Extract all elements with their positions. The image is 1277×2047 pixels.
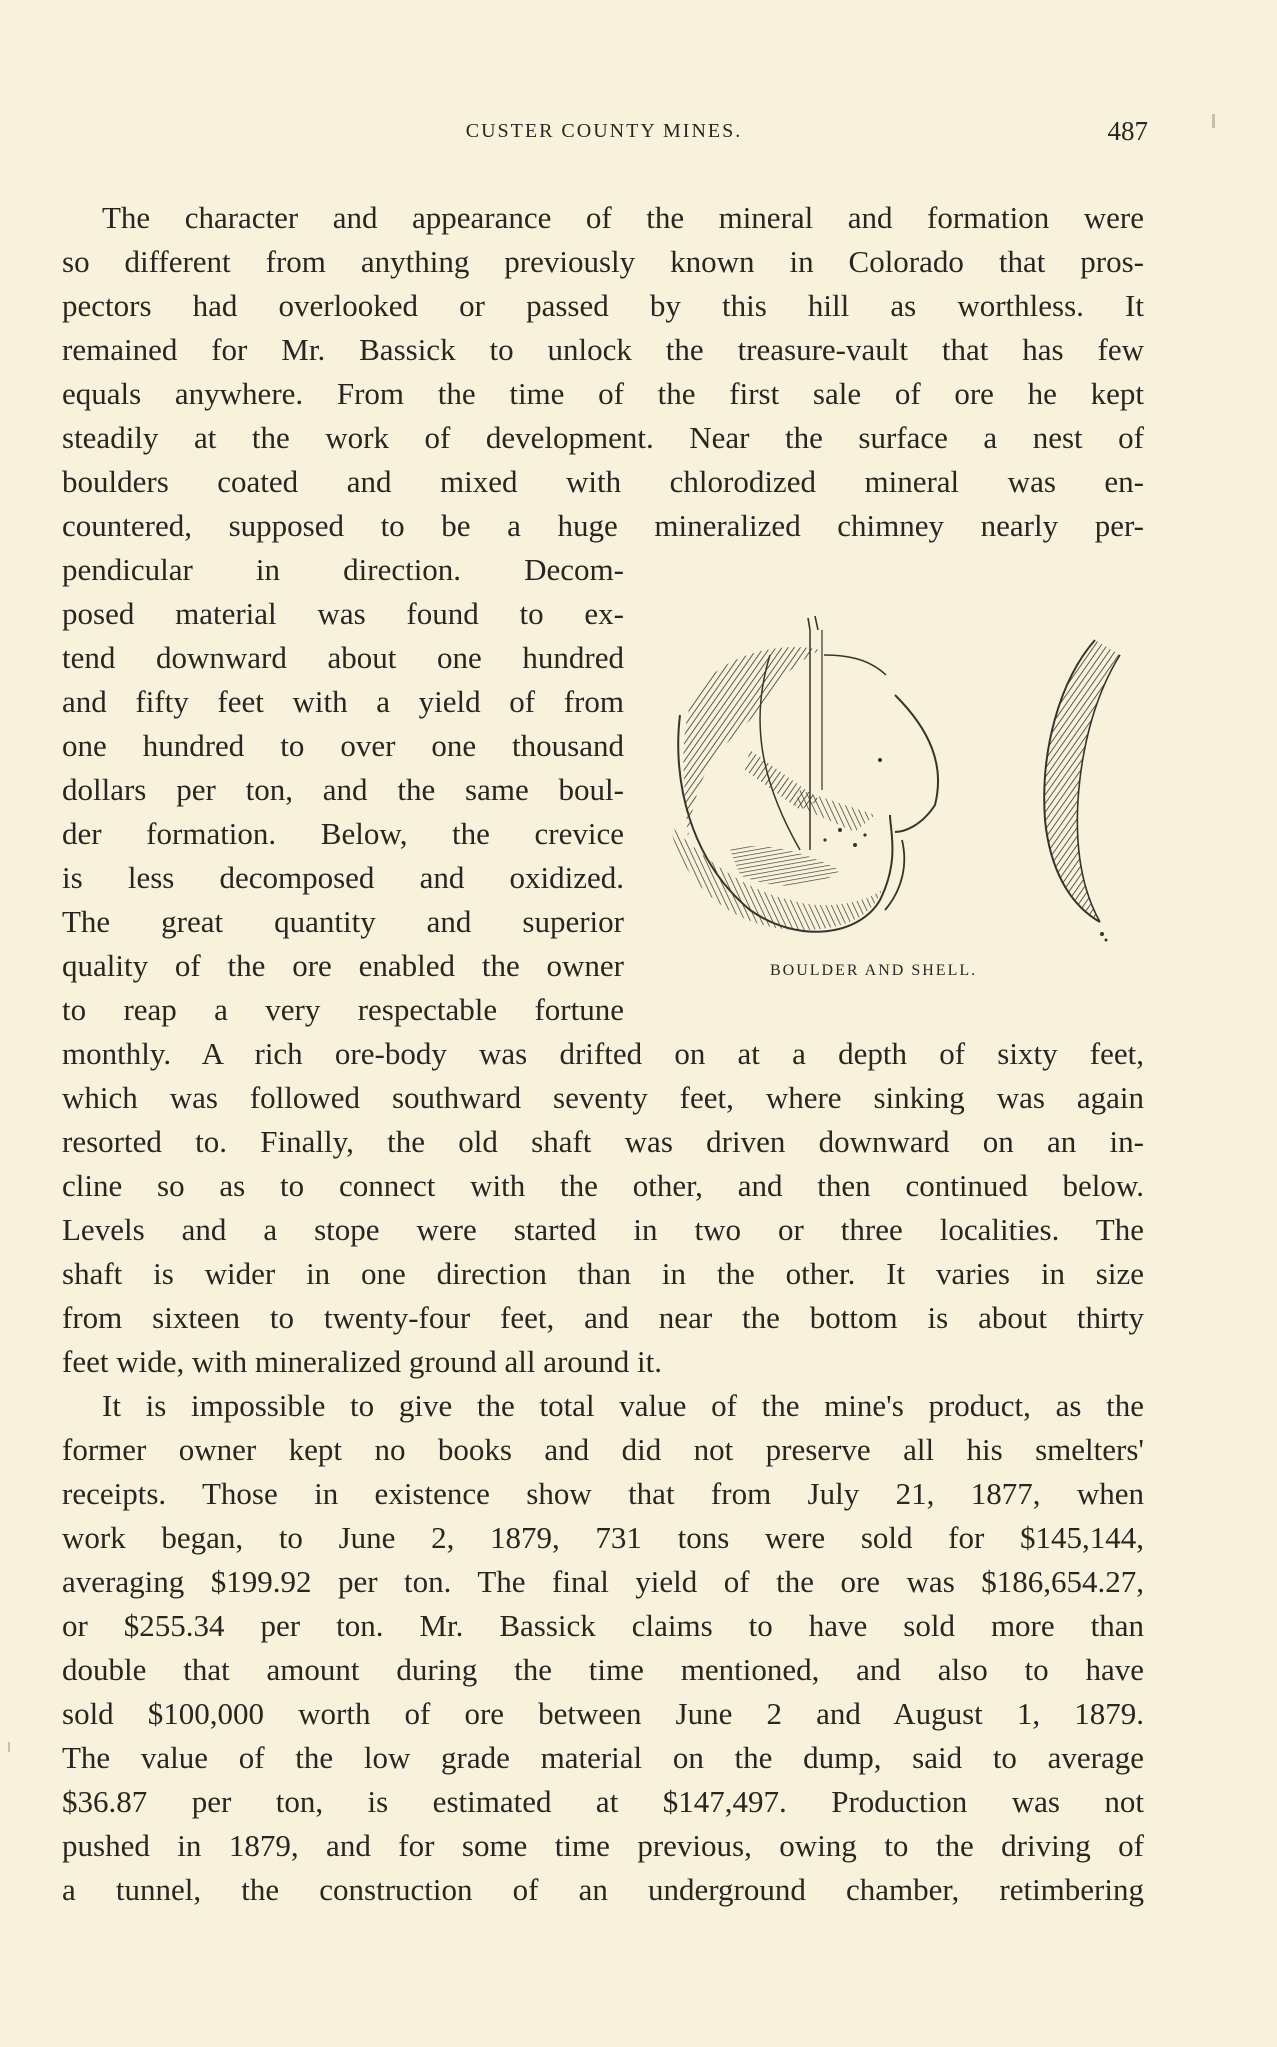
text-line: $36.87 per ton, is estimated at $147,497. Production was not [62, 1784, 1144, 1819]
boulder-and-shell-figure [650, 600, 1150, 990]
paragraph-1-bottom [62, 1032, 1144, 1384]
text-line: monthly. A rich ore-body was drifted on at a depth of sixty feet, [62, 1036, 1144, 1071]
running-title: CUSTER COUNTY MINES. [465, 120, 743, 142]
text-line: Levels and a stope were started in two or three localities. The [62, 1212, 1144, 1247]
text-line: The character and appearance of the mineral and formation were [102, 200, 1144, 235]
text-line: pectors had overlooked or passed by this hill as worthless. It [62, 288, 1144, 323]
text-line: a tunnel, the construction of an underground chamber, retimbering [62, 1872, 1144, 1907]
text-line: double that amount during the time mentioned, and also to have [62, 1652, 1144, 1687]
text-line: former owner kept no books and did not preserve all his smelters' [62, 1432, 1144, 1467]
text-line: feet wide, with mineralized ground all around it. [62, 1344, 663, 1379]
paragraph-1-top [62, 196, 1144, 548]
text-line: pendicular in direction. Decom- [62, 552, 624, 587]
text-line: is less decomposed and oxidized. [62, 860, 624, 895]
text-line: which was followed southward seventy feet, where sinking was again [62, 1080, 1144, 1115]
text-line: sold $100,000 worth of ore between June 2 and August 1, 1879. [62, 1696, 1144, 1731]
text-line: tend downward about one hundred [62, 640, 624, 675]
text-line: dollars per ton, and the same boul- [62, 772, 624, 807]
text-line: It is impossible to give the total value of the mine's product, as the [102, 1388, 1144, 1423]
text-line: shaft is wider in one direction than in the other. It varies in size [62, 1256, 1144, 1291]
text-line: The great quantity and superior [62, 904, 624, 939]
figure-caption: BOULDER AND SHELL. [770, 962, 978, 979]
page-number: 487 [1107, 116, 1148, 146]
text-line: or $255.34 per ton. Mr. Bassick claims to have sold more than [62, 1608, 1144, 1643]
text-line: der formation. Below, the crevice [62, 816, 624, 851]
text-line: remained for Mr. Bassick to unlock the treasure-vault that has few [62, 332, 1144, 367]
text-line: posed material was found to ex- [62, 596, 624, 631]
boulder-drawing [670, 616, 938, 932]
page-header [60, 116, 1148, 150]
text-line: cline so as to connect with the other, and then continued below. [62, 1168, 1144, 1203]
text-line: and fifty feet with a yield of from [62, 684, 624, 719]
text-line: pushed in 1879, and for some time previous, owing to the driving of [62, 1828, 1144, 1863]
shell-drawing [1044, 640, 1120, 942]
text-line: The value of the low grade material on the dump, said to average [62, 1740, 1144, 1775]
text-line: from sixteen to twenty-four feet, and near the bottom is about thirty [62, 1300, 1144, 1335]
print-mark [8, 1742, 10, 1752]
text-line: receipts. Those in existence show that from July 21, 1877, when [62, 1476, 1144, 1511]
text-line: countered, supposed to be a huge mineralized chimney nearly per- [62, 508, 1144, 543]
text-line: one hundred to over one thousand [62, 728, 624, 763]
text-line: steadily at the work of development. Near the surface a nest of [62, 420, 1144, 455]
paragraph-2 [62, 1384, 1144, 1912]
text-line: work began, to June 2, 1879, 731 tons were sold for $145,144, [62, 1520, 1144, 1555]
text-line: resorted to. Finally, the old shaft was driven downward on an in- [62, 1124, 1144, 1159]
text-line: quality of the ore enabled the owner [62, 948, 624, 983]
paragraph-1-wrapped [62, 548, 624, 1032]
text-line: boulders coated and mixed with chlorodized mineral was en- [62, 464, 1144, 499]
text-line: so different from anything previously known in Colorado that pros- [62, 244, 1144, 279]
text-line: averaging $199.92 per ton. The final yield of the ore was $186,654.27, [62, 1564, 1144, 1599]
boulder-and-shell-illustration [650, 600, 1150, 970]
print-mark [1212, 114, 1215, 128]
text-line: equals anywhere. From the time of the first sale of ore he kept [62, 376, 1144, 411]
text-line: to reap a very respectable fortune [62, 992, 624, 1027]
